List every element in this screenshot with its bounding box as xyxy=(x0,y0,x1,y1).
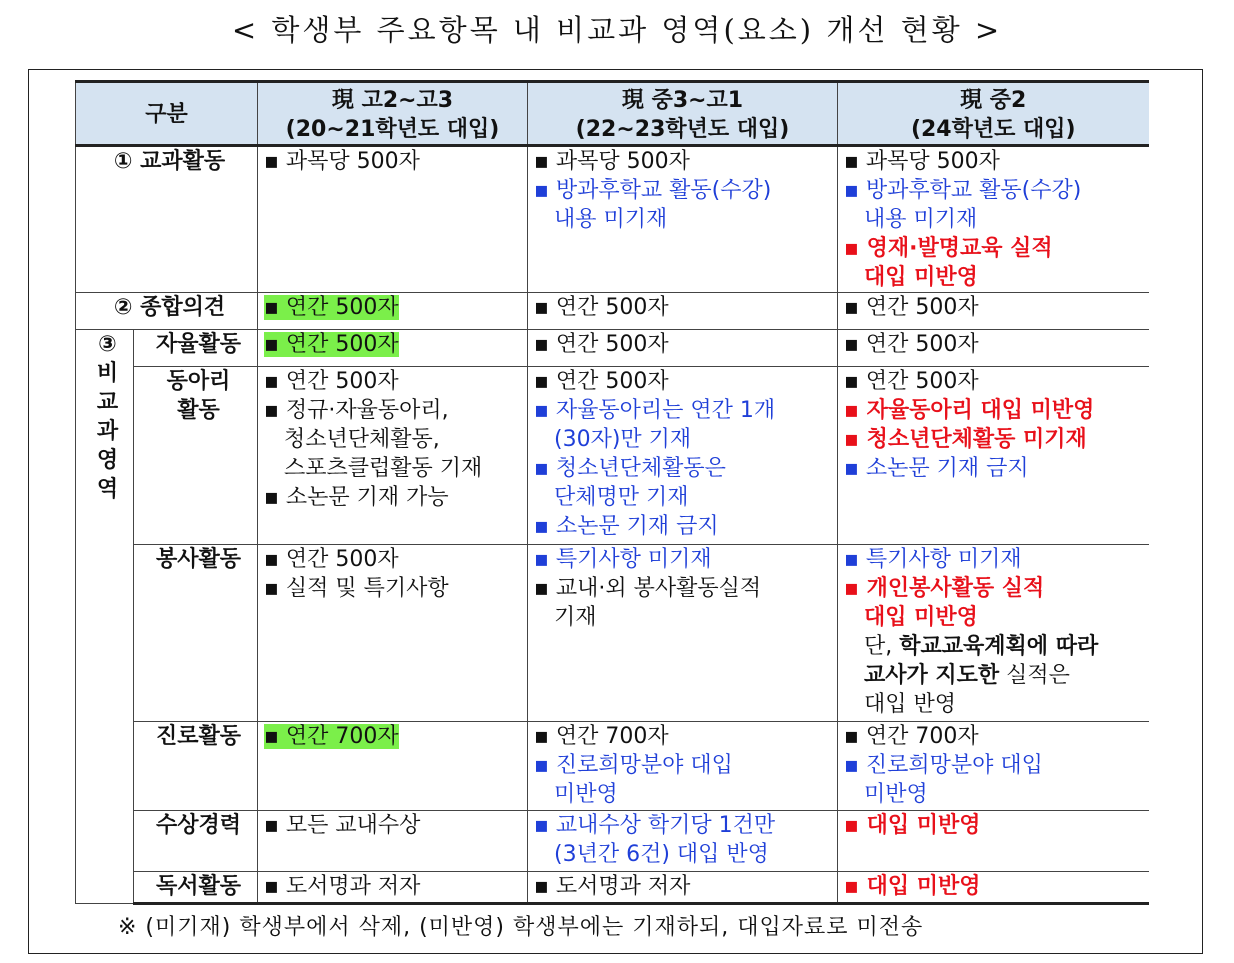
cell-item: ▪ 연간 700자 xyxy=(534,724,669,749)
cell-item xyxy=(844,661,1149,690)
label-line: 동아리 xyxy=(166,369,231,394)
cell-item: ▪ 정규·자율동아리, xyxy=(264,398,449,423)
header-current-m3-h1 xyxy=(528,82,838,146)
cell-item: 청소년단체활동, xyxy=(284,427,440,452)
cell-item: ▪ 청소년단체활동은 xyxy=(534,456,726,481)
text-fragment: 학교교육계획에 따라 xyxy=(899,634,1099,659)
page-title: < 학생부 주요항목 내 비교과 영역(요소) 개선 현황 > xyxy=(231,13,1003,47)
cell-item: 미반영 xyxy=(864,782,928,807)
cell-item xyxy=(844,632,1149,661)
cell-item: (3년간 6건) 대입 반영 xyxy=(554,842,769,867)
cell-item: ▪ 특기사항 미기재 xyxy=(844,547,1022,572)
cell xyxy=(838,330,1149,367)
cell-item: ▪ 교내수상 학기당 1건만 xyxy=(534,813,776,838)
cell-item: ▪ 자율동아리는 연간 1개 xyxy=(534,398,776,423)
header-line: (24학년도 대입) xyxy=(910,116,1076,142)
text-fragment: 교사가 지도한 xyxy=(864,663,1000,688)
cell-item: ▪ 모든 교내수상 xyxy=(264,813,421,838)
table-row xyxy=(76,722,1149,811)
header-line: (20∼21학년도 대입) xyxy=(285,116,500,142)
cell xyxy=(258,545,528,722)
cell-item: ▪ 연간 700자 xyxy=(844,724,979,749)
row-label-career: 진로활동 xyxy=(134,722,258,811)
text-fragment: 실적은 xyxy=(999,663,1070,688)
cell xyxy=(528,293,838,330)
cell-item: 미반영 xyxy=(554,782,618,807)
row-label-volunteer: 봉사활동 xyxy=(134,545,258,722)
table-row xyxy=(76,545,1149,722)
cell-item: ▪ 개인봉사활동 실적 xyxy=(844,576,1045,601)
cell xyxy=(838,811,1149,872)
cell-item: ▪ 연간 500자 xyxy=(534,295,669,320)
side-char: 과 xyxy=(96,419,119,444)
highlighted-item: ▪ 연간 700자 xyxy=(264,724,399,749)
text-fragment: 단, xyxy=(864,634,900,659)
side-label-extracurricular xyxy=(76,330,134,904)
cell-item: 단체명만 기재 xyxy=(554,485,689,510)
cell-item: ▪ 대입 미반영 xyxy=(844,813,981,838)
cell-item: ▪ 연간 500자 xyxy=(264,547,399,572)
cell xyxy=(838,722,1149,811)
cell-item: ▪ 자율동아리 대입 미반영 xyxy=(844,398,1095,423)
cell xyxy=(258,872,528,904)
cell-item: ▪ 소논문 기재 금지 xyxy=(844,456,1029,481)
header-category: 구분 xyxy=(76,82,258,146)
cell-item: ▪ 과목당 500자 xyxy=(534,149,690,174)
header-line: 現 중2 xyxy=(960,87,1027,113)
cell-item: 대입 미반영 xyxy=(864,605,978,630)
header-line: (22∼23학년도 대입) xyxy=(575,116,790,142)
cell xyxy=(528,872,838,904)
side-char: 영 xyxy=(96,448,119,473)
header-current-g2-g3 xyxy=(258,82,528,146)
header-current-m2 xyxy=(838,82,1149,146)
table-row xyxy=(76,146,1149,293)
cell xyxy=(528,545,838,722)
cell xyxy=(528,722,838,811)
cell-item: 대입 반영 xyxy=(864,692,957,717)
row-label-opinion: ② 종합의견 xyxy=(76,293,258,330)
cell-item: ▪ 교내·외 봉사활동실적 xyxy=(534,576,762,601)
cell xyxy=(258,367,528,545)
comparison-table xyxy=(75,80,1149,905)
cell-item: ▪ 연간 500자 xyxy=(844,295,979,320)
cell-item: ▪ 연간 500자 xyxy=(844,369,979,394)
cell-item: ▪ 도서명과 저자 xyxy=(264,874,421,899)
cell-item: ▪ 연간 500자 xyxy=(534,332,669,357)
cell-item: ▪ 진로희망분야 대입 xyxy=(534,753,733,778)
cell-item: ▪ 연간 500자 xyxy=(844,332,979,357)
cell xyxy=(838,293,1149,330)
row-label-awards: 수상경력 xyxy=(134,811,258,872)
cell xyxy=(528,811,838,872)
side-char: 교 xyxy=(96,390,119,415)
cell xyxy=(838,367,1149,545)
header-line: 現 중3∼고1 xyxy=(621,87,744,113)
cell xyxy=(258,811,528,872)
highlighted-item: ▪ 연간 500자 xyxy=(264,332,399,357)
cell xyxy=(258,330,528,367)
header-line: 現 고2∼고3 xyxy=(331,87,454,113)
side-char: 역 xyxy=(96,477,119,502)
cell-item: ▪ 대입 미반영 xyxy=(844,874,981,899)
cell xyxy=(528,330,838,367)
cell xyxy=(258,722,528,811)
cell xyxy=(528,367,838,545)
cell-item: ▪ 소논문 기재 가능 xyxy=(264,485,449,510)
cell-item: ▪ 방과후학교 활동(수강) xyxy=(844,178,1082,203)
cell-item: ▪ 과목당 500자 xyxy=(264,149,420,174)
cell-item: ▪ 특기사항 미기재 xyxy=(534,547,712,572)
cell-item: ▪ 청소년단체활동 미기재 xyxy=(844,427,1087,452)
cell xyxy=(258,146,528,293)
cell-item: ▪ 진로희망분야 대입 xyxy=(844,753,1043,778)
table-header-row xyxy=(76,82,1149,146)
table-row xyxy=(76,872,1149,904)
row-label-reading: 독서활동 xyxy=(134,872,258,904)
cell-item: ▪ 도서명과 저자 xyxy=(534,874,691,899)
cell-item: 내용 미기재 xyxy=(554,207,668,232)
cell-item: ▪ 과목당 500자 xyxy=(844,149,1000,174)
cell xyxy=(528,146,838,293)
footnote: ※ (미기재) 학생부에서 삭제, (미반영) 학생부에는 기재하되, 대입자료로 미전송 xyxy=(118,915,924,940)
cell-item: (30자)만 기재 xyxy=(554,427,692,452)
cell-item: ▪ 방과후학교 활동(수강) xyxy=(534,178,772,203)
cell xyxy=(258,293,528,330)
cell-item: 대입 미반영 xyxy=(864,265,978,290)
side-char: ③ xyxy=(98,332,117,357)
cell-item: ▪ 연간 500자 xyxy=(264,369,399,394)
cell-item: 내용 미기재 xyxy=(864,207,978,232)
table-row xyxy=(76,811,1149,872)
table-row xyxy=(76,330,1149,367)
cell-item: ▪ 실적 및 특기사항 xyxy=(264,576,449,601)
cell xyxy=(838,872,1149,904)
row-label-autonomy: 자율활동 xyxy=(134,330,258,367)
side-char: 비 xyxy=(96,361,119,386)
label-line: 활동 xyxy=(177,398,220,423)
highlighted-item: ▪ 연간 500자 xyxy=(264,295,399,320)
cell-item: ▪ 소논문 기재 금지 xyxy=(534,514,719,539)
cell-item: ▪ 연간 500자 xyxy=(534,369,669,394)
cell xyxy=(838,545,1149,722)
table-row xyxy=(76,367,1149,545)
row-label-club xyxy=(134,367,258,545)
row-label-subject: ① 교과활동 xyxy=(76,146,258,293)
cell xyxy=(838,146,1149,293)
table-row xyxy=(76,293,1149,330)
cell-item: 기재 xyxy=(554,605,597,630)
cell-item: ▪ 영재·발명교육 실적 xyxy=(844,236,1053,261)
cell-item: 스포츠클럽활동 기재 xyxy=(284,456,483,481)
